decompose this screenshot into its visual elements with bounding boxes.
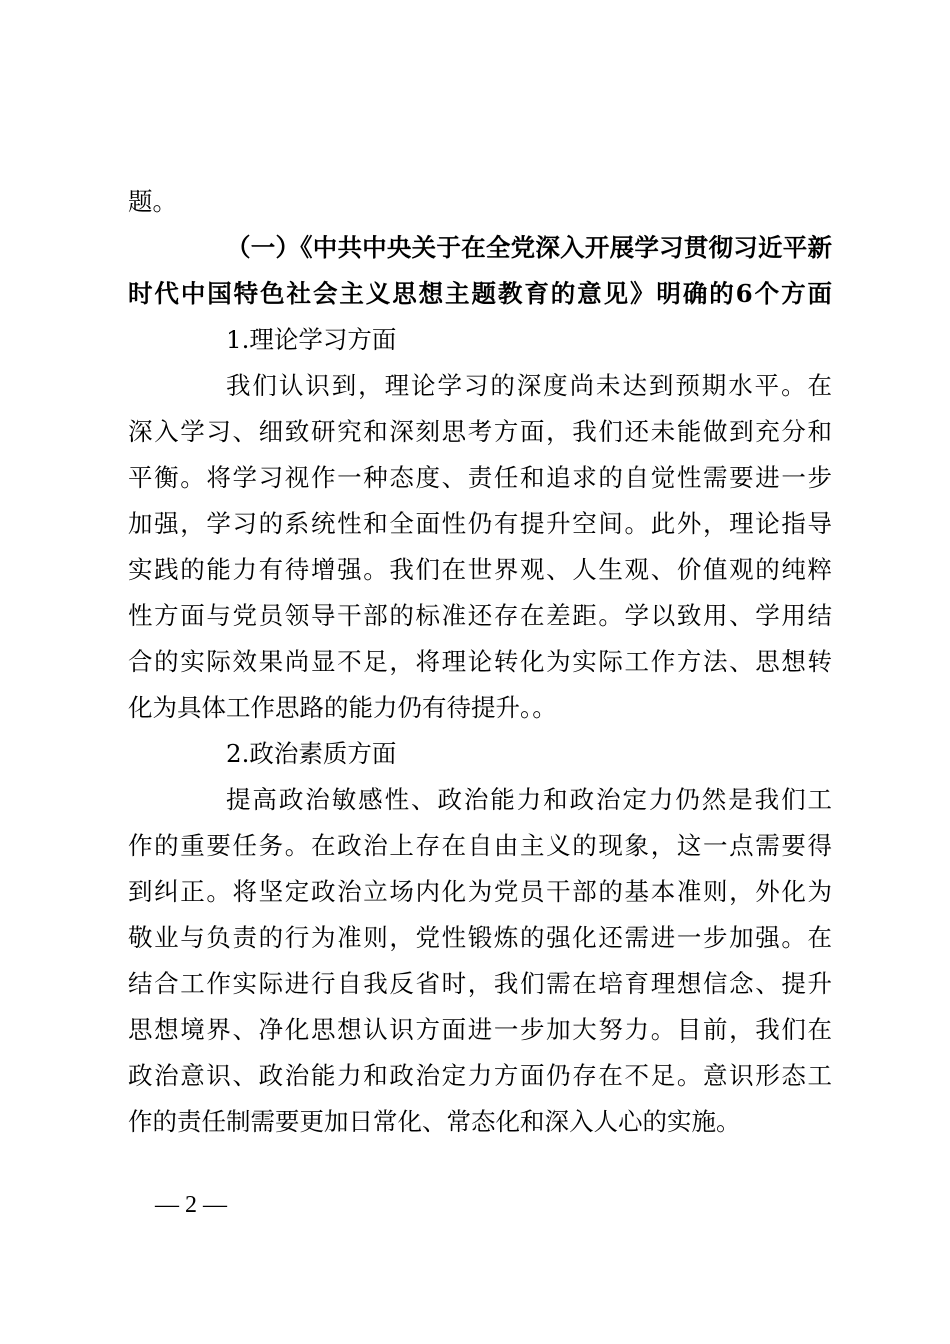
paragraph-line: 深入学习、细致研究和深刻思考方面，我们还未能做到充分和 [128,417,832,446]
paragraph-line: 结合工作实际进行自我反省时，我们需在培育理想信念、提升 [128,969,832,998]
section-heading-line-2: 时代中国特色社会主义思想主题教育的意见》明确的6个方面 [128,279,832,308]
paragraph-line: 政治意识、政治能力和政治定力方面仍存在不足。意识形态工 [128,1061,832,1090]
subsection-title-theory: 1.理论学习方面 [226,325,397,354]
paragraph-line: 提高政治敏感性、政治能力和政治定力仍然是我们工 [226,785,832,814]
paragraph-line: 思想境界、净化思想认识方面进一步加大努力。目前，我们在 [128,1015,832,1044]
paragraph-line: 加强，学习的系统性和全面性仍有提升空间。此外，理论指导 [128,509,832,538]
paragraph-line: 平衡。将学习视作一种态度、责任和追求的自觉性需要进一步 [128,463,832,492]
paragraph-line: 我们认识到，理论学习的深度尚未达到预期水平。在 [226,371,832,400]
paragraph-line: 实践的能力有待增强。我们在世界观、人生观、价值观的纯粹 [128,555,832,584]
subsection-title-political: 2.政治素质方面 [226,739,397,768]
section-heading-line-1: （一）《中共中央关于在全党深入开展学习贯彻习近平新 [226,233,832,262]
paragraph-line: 合的实际效果尚显不足，将理论转化为实际工作方法、思想转 [128,647,832,676]
lead-fragment: 题。 [128,187,177,216]
paragraph-line: 化为具体工作思路的能力仍有待提升。。 [128,693,557,722]
paragraph-line: 到纠正。将坚定政治立场内化为党员干部的基本准则，外化为 [128,877,832,906]
paragraph-line: 作的责任制需要更加日常化、常态化和深入人心的实施。 [128,1107,741,1136]
paragraph-line: 性方面与党员领导干部的标准还存在差距。学以致用、学用结 [128,601,832,630]
paragraph-line: 作的重要任务。在政治上存在自由主义的现象，这一点需要得 [128,831,832,860]
page-number: — 2 — [155,1192,227,1218]
paragraph-line: 敬业与负责的行为准则，党性锻炼的强化还需进一步加强。在 [128,923,832,952]
